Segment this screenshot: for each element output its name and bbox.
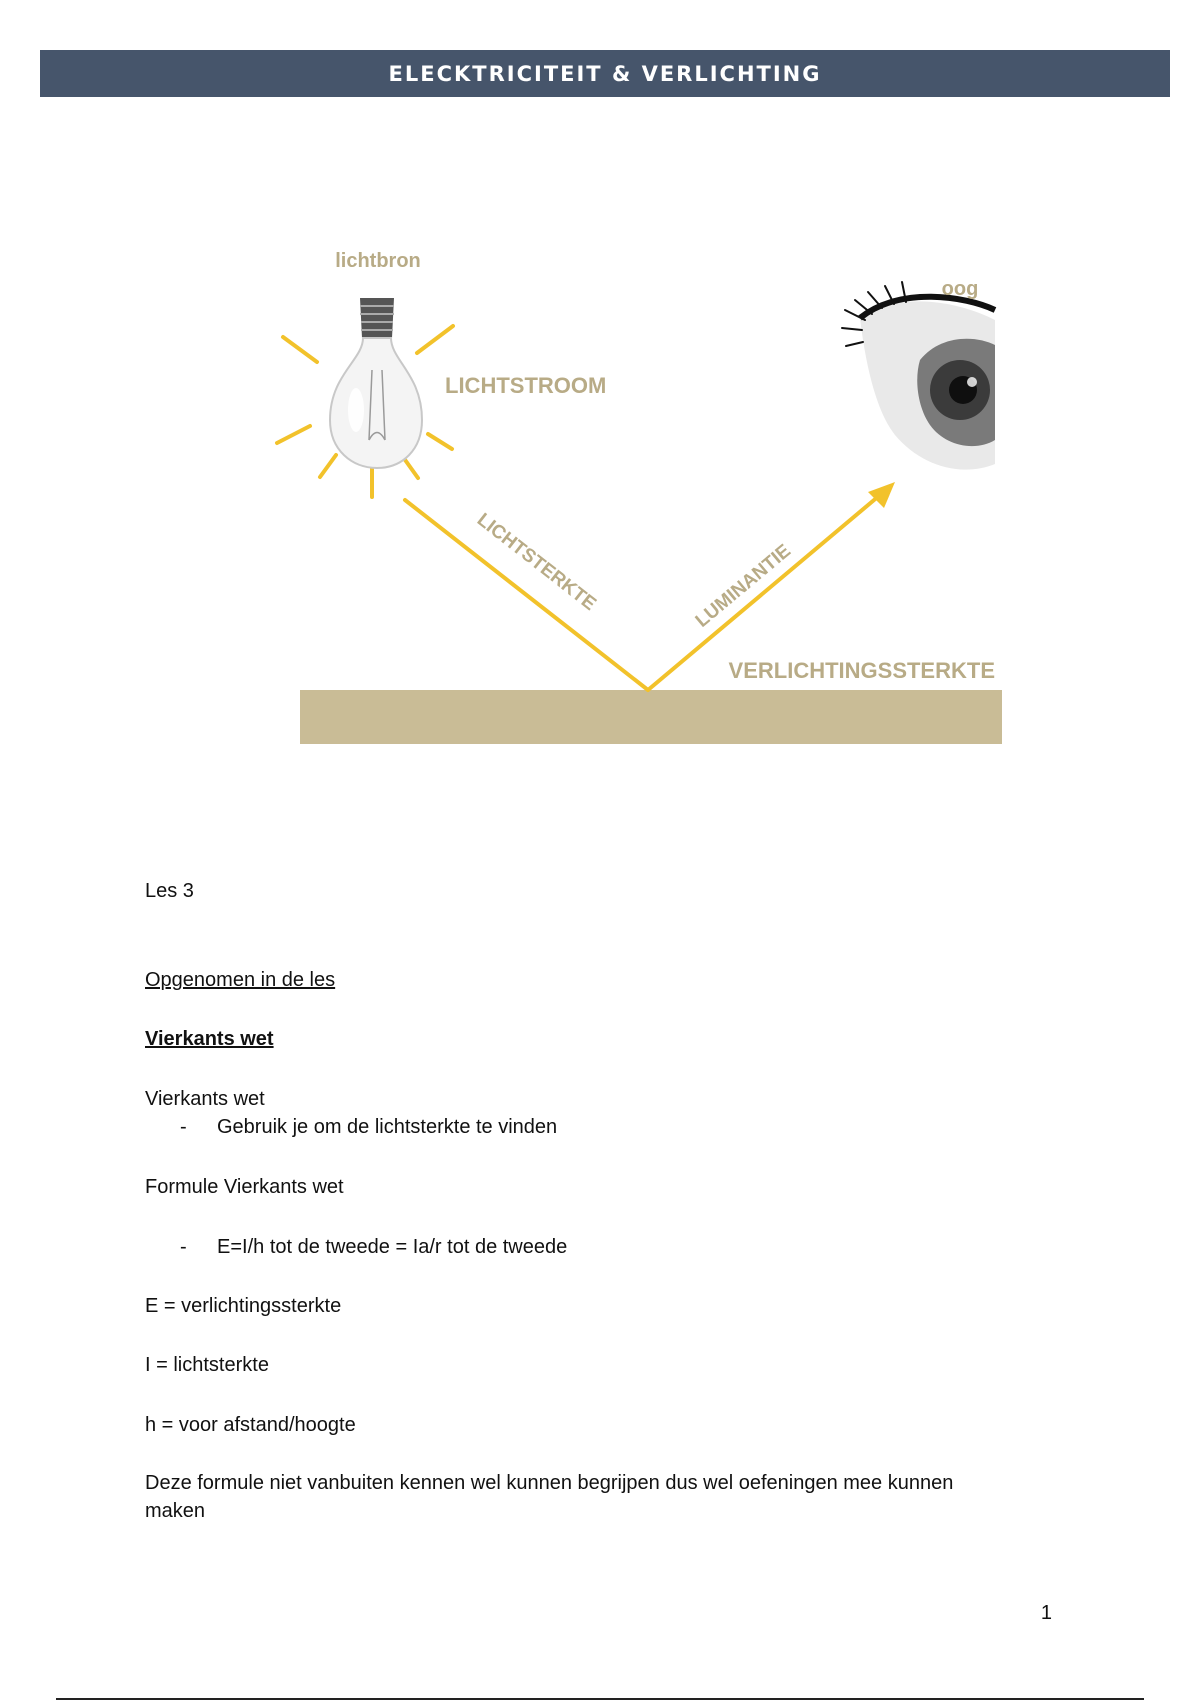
bullet-marker: - <box>180 1236 187 1258</box>
recorded-heading: Opgenomen in de les <box>145 969 336 991</box>
eye-label: oog <box>941 278 979 300</box>
definition-i: I = lichtsterkte <box>145 1354 269 1376</box>
law-title: Vierkants wet <box>145 1088 265 1110</box>
eye-icon <box>842 282 995 470</box>
lightsource-label: lichtbron <box>335 250 421 272</box>
formula-title: Formule Vierkants wet <box>145 1176 344 1198</box>
law-bullet: Gebruik je om de lichtsterkte te vinden <box>217 1116 558 1138</box>
note-line-2: maken <box>145 1500 206 1522</box>
surface <box>300 690 1002 744</box>
illuminance-label: VERLICHTINGSSTERKTE <box>728 658 995 683</box>
page-number: 1 <box>1040 1602 1052 1624</box>
section-heading: Vierkants wet <box>145 1028 274 1050</box>
luminous-intensity-label: LICHTSTERKTE <box>472 509 600 615</box>
document-title-bar <box>40 50 1170 97</box>
note-line-1: Deze formule niet vanbuiten kennen wel kunnen begrijpen dus wel oefeningen mee kunnen <box>145 1472 954 1494</box>
light-bulb-icon <box>330 298 422 468</box>
light-diagram <box>160 210 1090 800</box>
formula-bullet: E=I/h tot de tweede = Ia/r tot de tweede <box>217 1236 568 1258</box>
bullet-marker: - <box>180 1116 187 1138</box>
definition-h: h = voor afstand/hoogte <box>145 1414 356 1436</box>
luminous-flux-label: LICHTSTROOM <box>445 373 607 398</box>
lesson-number: Les 3 <box>145 880 194 902</box>
document-title: ELECKTRICITEIT & VERLICHTING <box>388 61 822 86</box>
luminance-label: LUMINANTIE <box>691 540 795 632</box>
definition-e: E = verlichtingssterkte <box>145 1295 342 1317</box>
